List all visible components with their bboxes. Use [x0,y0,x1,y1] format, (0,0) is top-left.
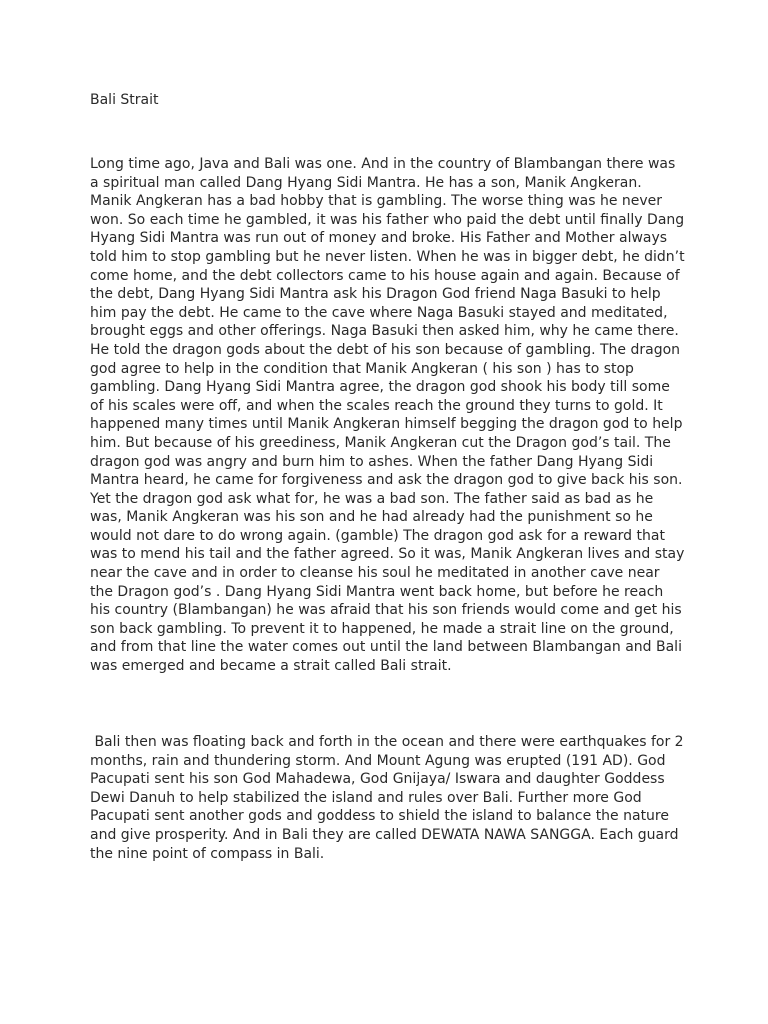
text-line: him. But because of his greediness, Manik Angkeran cut the Dragon god’s tail. The [90,434,671,451]
text-line: Dewi Danuh to help stabilized the island and rules over Bali. Further more God [90,789,642,806]
text-line: son back gambling. To prevent it to happened, he made a strait line on the ground, [90,620,674,637]
text-line: would not dare to do wrong again. (gamble) The dragon god ask for a reward that [90,527,665,544]
text-line: Bali then was floating back and forth in the ocean and there were earthquakes for 2 [90,734,684,750]
text-line: come home, and the debt collectors came to his house again and again. Because of [90,267,680,284]
text-line: He told the dragon gods about the debt of his son because of gambling. The dragon [90,341,681,358]
text-line: a spiritual man called Dang Hyang Sidi Mantra. He has a son, Manik Angkeran. [90,174,642,191]
text-line: and give prosperity. And in Bali they are called DEWATA NAWA SANGGA. Each guard [90,826,679,843]
text-line: happened many times until Manik Angkeran himself begging the dragon god to help [90,416,683,433]
text-line: told him to stop gambling but he never listen. When he was in bigger debt, he didn’t [90,248,685,265]
text-line: won. So each time he gambled, it was his father who paid the debt until finally Dang [90,211,685,228]
text-line: Mantra heard, he came for forgiveness and ask the dragon god to give back his son. [90,472,683,489]
paragraph-2 [90,733,690,863]
text-line: him pay the debt. He came to the cave where Naga Basuki stayed and meditated, [90,304,668,321]
text-line: Hyang Sidi Mantra was run out of money and broke. His Father and Mother always [90,230,668,247]
text-line: was, Manik Angkeran was his son and he had already had the punishment so he [90,509,653,526]
text-line: months, rain and thundering storm. And Mount Agung was erupted (191 AD). God [90,752,666,769]
text-line: the nine point of compass in Bali. [90,845,325,862]
document-title: Bali Strait [90,92,159,108]
text-line: Pacupati sent another gods and goddess to shield the island to balance the nature [90,808,669,825]
text-line: Manik Angkeran has a bad hobby that is gambling. The worse thing was he never [90,193,663,210]
text-line: near the cave and in order to cleanse his soul he meditated in another cave near [90,565,660,582]
text-line: the Dragon god’s . Dang Hyang Sidi Mantra went back home, but before he reach [90,583,664,600]
text-line: Yet the dragon god ask what for, he was a bad son. The father said as bad as he [90,490,654,507]
paragraph-1 [90,155,690,676]
text-line: of his scales were off, and when the scales reach the ground they turns to gold. It [90,397,663,414]
text-line: dragon god was angry and burn him to ashes. When the father Dang Hyang Sidi [90,453,654,470]
text-line: his country (Blambangan) he was afraid that his son friends would come and get his [90,602,682,619]
text-line: Long time ago, Java and Bali was one. And in the country of Blambangan there was [90,156,676,172]
text-line: was emerged and became a strait called Bali strait. [90,658,452,675]
text-line: the debt, Dang Hyang Sidi Mantra ask his Dragon God friend Naga Basuki to help [90,286,661,303]
text-line: and from that line the water comes out until the land between Blambangan and Bali [90,639,682,656]
text-line: gambling. Dang Hyang Sidi Mantra agree, the dragon god shook his body till some [90,379,670,396]
text-line: brought eggs and other offerings. Naga Basuki then asked him, why he came there. [90,323,679,340]
text-line: was to mend his tail and the father agreed. So it was, Manik Angkeran lives and stay [90,546,685,563]
text-line: god agree to help in the condition that Manik Angkeran ( his son ) has to stop [90,360,634,377]
text-line: Pacupati sent his son God Mahadewa, God Gnijaya/ Iswara and daughter Goddess [90,771,665,788]
